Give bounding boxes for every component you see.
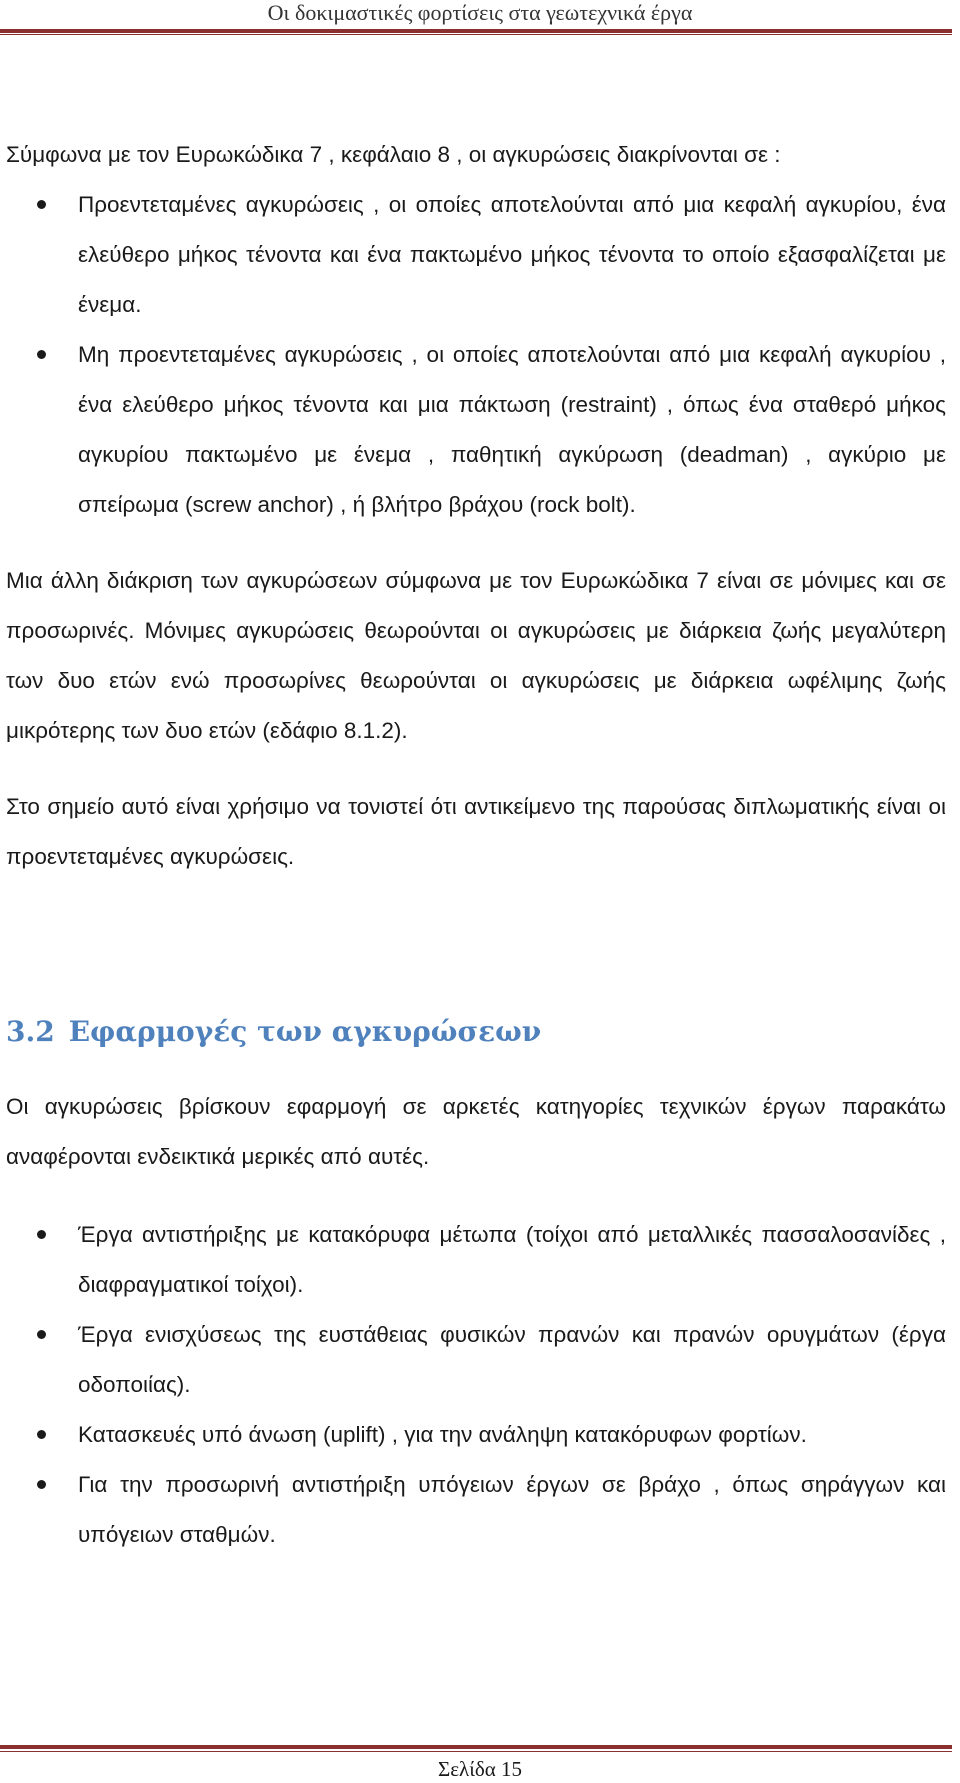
bullet-icon xyxy=(37,1480,46,1489)
bullet-icon xyxy=(37,350,46,359)
footer-rule-thick xyxy=(0,1745,952,1749)
list-item xyxy=(6,1460,946,1560)
running-header: Οι δοκιμαστικές φορτίσεις στα γεωτεχνικά έργα xyxy=(267,0,693,25)
section-title: Εφαρμογές των αγκυρώσεων xyxy=(68,1015,542,1048)
list-item-text: Προεντεταμένες αγκυρώσεις , οι οποίες αποτελούνται από μια κεφαλή αγκυρίου, ένα ελεύθερο μήκος τένοντα και ένα πακτωμένο μήκος τένοντα το οποίο εξασφαλίζεται με ένεμα. xyxy=(78,192,946,317)
section-heading xyxy=(6,1012,946,1052)
list-item xyxy=(6,330,946,530)
section-intro-paragraph: Οι αγκυρώσεις βρίσκουν εφαρμογή σε αρκετές κατηγορίες τεχνικών έργων παρακάτω αναφέρονται ενδεικτικά μερικές από αυτές. xyxy=(6,1094,946,1169)
list-item-text: Έργα αντιστήριξης με κατακόρυφα μέτωπα (τοίχοι από μεταλλικές πασσαλοσανίδες , διαφραγματικοί τοίχοι). xyxy=(78,1222,946,1297)
bullet-icon xyxy=(37,1430,46,1439)
list-item-text: Έργα ενισχύσεως της ευστάθειας φυσικών πρανών και πρανών ορυγμάτων (έργα οδοποιίας). xyxy=(78,1322,946,1397)
footer-rule-thin xyxy=(0,1751,952,1752)
section-number: 3.2 xyxy=(6,1015,55,1048)
scope-paragraph: Στο σημείο αυτό είναι χρήσιμο να τονιστεί ότι αντικείμενο της παρούσας διπλωματικής είναι οι προεντεταμένες αγκυρώσεις. xyxy=(6,794,946,869)
classification-paragraph: Μια άλλη διάκριση των αγκυρώσεων σύμφωνα με τον Ευρωκώδικα 7 είναι σε μόνιμες και σε προσωρινές. Μόνιμες αγκυρώσεις θεωρούνται οι αγκυρώσεις με διάρκεια ζωής μεγαλύτερη των δυο ετών ενώ προσωρίνες θεωρούνται οι αγκυρώσεις με διάρκεια ωφέλιμης ζωής μικρότερης των δυο ετών (εδάφιο 8.1.2). xyxy=(6,568,946,743)
applications-list xyxy=(6,1210,946,1560)
list-item-text: Μη προεντεταμένες αγκυρώσεις , οι οποίες αποτελούνται από μια κεφαλή αγκυρίου , ένα ελεύθερο μήκος τένοντα και μια πάκτωση (restraint) , όπως ένα σταθερό μήκος αγκυρίου πακτωμένο με ένεμα , παθητική αγκύρωση (deadman) , αγκύριο με σπείρωμα (screw anchor) , ή βλήτρο βράχου (rock bolt). xyxy=(78,342,946,517)
header-rule-thick xyxy=(0,29,952,33)
list-item xyxy=(6,1310,946,1410)
intro-paragraph: Σύμφωνα με τον Ευρωκώδικα 7 , κεφάλαιο 8 , οι αγκυρώσεις διακρίνονται σε : xyxy=(6,142,781,167)
header-rule-thin xyxy=(0,34,952,35)
list-item-text: Για την προσωρινή αντιστήριξη υπόγειων έργων σε βράχο , όπως σηράγγων και υπόγειων σταθμών. xyxy=(78,1472,946,1547)
list-item-text: Κατασκευές υπό άνωση (uplift) , για την ανάληψη κατακόρυφων φορτίων. xyxy=(78,1422,807,1447)
bullet-icon xyxy=(37,200,46,209)
list-item xyxy=(6,180,946,330)
bullet-icon xyxy=(37,1230,46,1239)
anchor-types-list xyxy=(6,180,946,530)
page-body xyxy=(6,130,946,1560)
list-item xyxy=(6,1210,946,1310)
list-item xyxy=(6,1410,946,1460)
bullet-icon xyxy=(37,1330,46,1339)
page-number: Σελίδα 15 xyxy=(437,1757,523,1781)
